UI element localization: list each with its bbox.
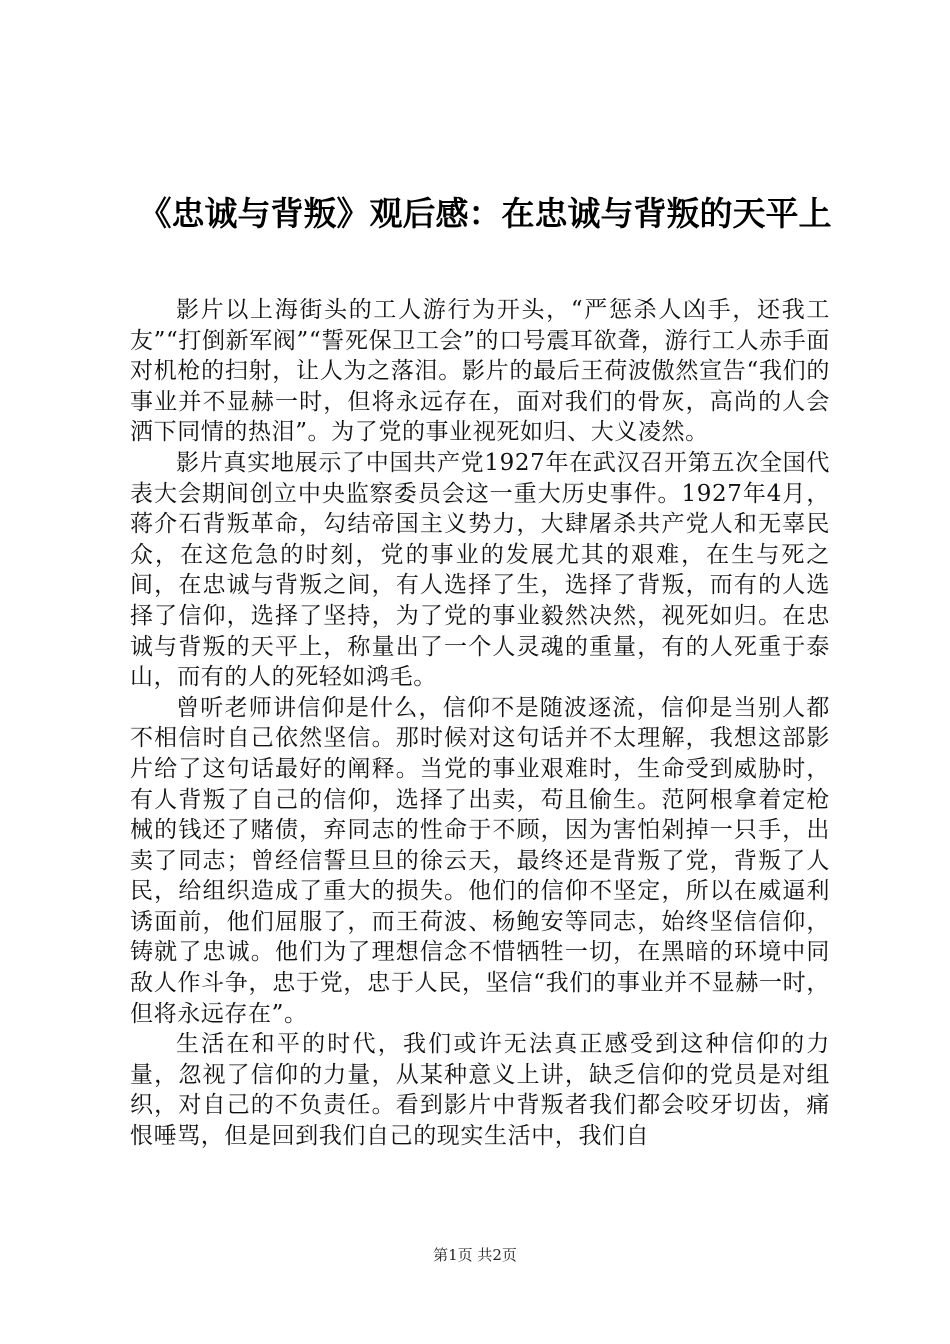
document-body: [130, 295, 830, 1152]
page-number-footer: 第1页 共2页: [433, 1246, 517, 1264]
paragraph: 影片真实地展示了中国共产党1927年在武汉召开第五次全国代表大会期间创立中央监察委员会这一重大历史事件。1927年4月，蒋介石背叛革命，勾结帝国主义势力，大肆屠杀共产党人和无辜民众，在这危急的时刻，党的事业的发展尤其的艰难，在生与死之间，在忠诚与背叛之间，有人选择了生，选择了背叛，而有的人选择了信仰，选择了坚持，为了党的事业毅然决然，视死如归。在忠诚与背叛的天平上，称量出了一个人灵魂的重量，有的人死重于泰山，而有的人的死轻如鸿毛。: [130, 449, 830, 691]
paragraph: 影片以上海街头的工人游行为开头，“严惩杀人凶手，还我工友”“打倒新军阀”“誓死保卫工会”的口号震耳欲聋，游行工人赤手面对机枪的扫射，让人为之落泪。影片的最后王荷波傲然宣告“我们的事业并不显赫一时，但将永远存在，面对我们的骨灰，高尚的人会洒下同情的热泪”。为了党的事业视死如归、大义凌然。: [130, 297, 830, 446]
paragraph: 生活在和平的时代，我们或许无法真正感受到这种信仰的力量，忽视了信仰的力量，从某种意义上讲，缺乏信仰的党员是对组织，对自己的不负责任。看到影片中背叛者我们都会咬牙切齿，痛恨唾骂，但是回到我们自己的现实生活中，我们自: [130, 1031, 830, 1150]
paragraph: 曾听老师讲信仰是什么，信仰不是随波逐流，信仰是当别人都不相信时自己依然坚信。那时候对这句话并不太理解，我想这部影片给了这句话最好的阐释。当党的事业艰难时，生命受到威胁时，有人背叛了自己的信仰，选择了出卖，苟且偷生。范阿根拿着定枪械的钱还了赌债，弃同志的性命于不顾，因为害怕剁掉一只手，出卖了同志；曾经信誓旦旦的徐云天，最终还是背叛了党，背叛了人民，给组织造成了重大的损失。他们的信仰不坚定，所以在威逼利诱面前，他们屈服了，而王荷波、杨鲍安等同志，始终坚信信仰，铸就了忠诚。他们为了理想信念不惜牺牲一切，在黑暗的环境中同敌人作斗争，忠于党，忠于人民，坚信“我们的事业并不显赫一时，但将永远存在”。: [130, 694, 830, 1027]
document-title: 《忠诚与背叛》观后感：在忠诚与背叛的天平上: [138, 194, 832, 233]
